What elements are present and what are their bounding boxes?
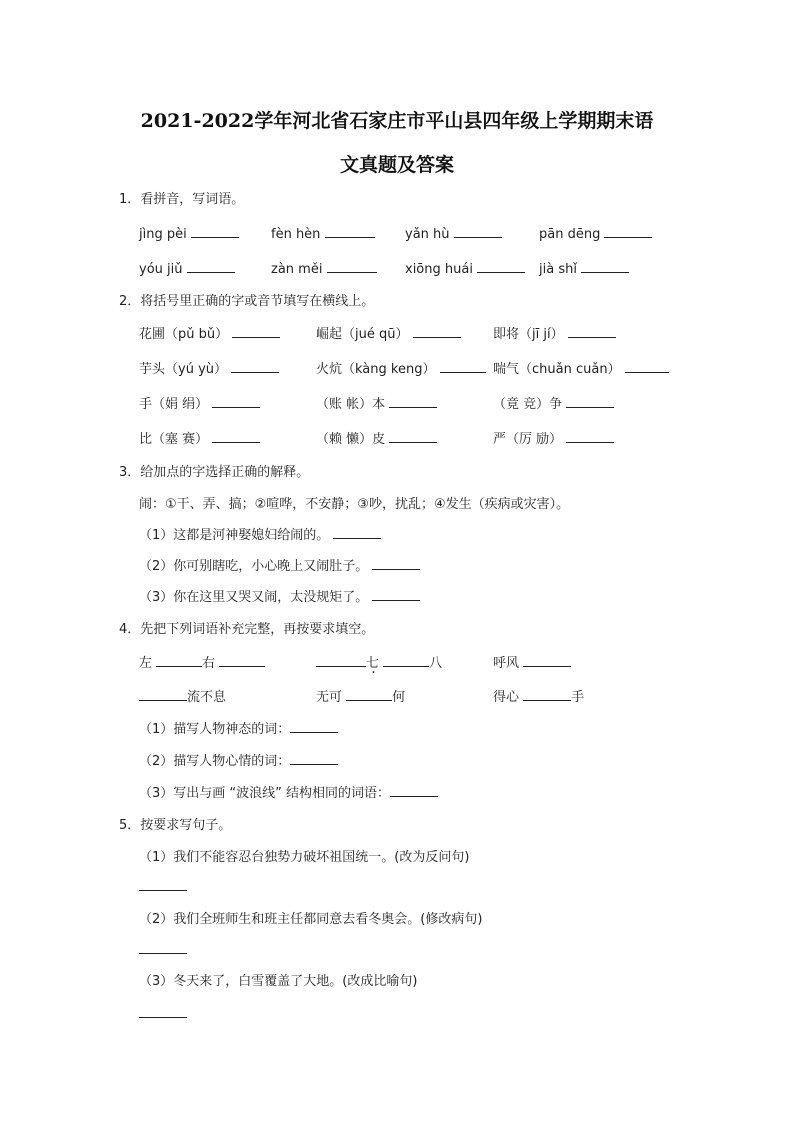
page-title-line-2: 文真题及答案: [339, 154, 454, 176]
idiom-item: [139, 686, 226, 705]
answer-blank[interactable]: [212, 393, 260, 408]
choice-item: [316, 393, 437, 412]
answer-blank[interactable]: [290, 750, 338, 765]
idiom-char: 得心: [493, 690, 520, 705]
sub-question-text: （2）描写人物心情的词：: [139, 754, 291, 769]
sub-question: [139, 586, 420, 605]
idiom-char: 左: [139, 656, 153, 671]
question-5-heading: 5．按要求写句子。: [119, 818, 232, 833]
idiom-item: [493, 686, 584, 705]
pinyin-text: xiōng huái: [405, 262, 473, 277]
answer-blank[interactable]: [316, 652, 366, 667]
page-title-line-1: 2021-2022学年河北省石家庄市平山县四年级上学期期末语: [140, 110, 654, 132]
choice-text: 芋头（yú yù）: [139, 362, 227, 377]
sub-question-text: （3）冬天来了，白雪覆盖了大地。(改成比喻句): [139, 974, 418, 989]
answer-blank[interactable]: [477, 258, 525, 273]
answer-blank[interactable]: [333, 524, 381, 539]
answer-blank[interactable]: [372, 555, 420, 570]
idiom-char: 呼风: [493, 656, 520, 671]
answer-blank[interactable]: [581, 258, 629, 273]
choice-text: 手（娟 绢）: [139, 397, 209, 412]
sub-question-text: （1）我们不能容忍台独势力破坏祖国统一。(改为反问句): [139, 850, 470, 865]
pinyin-item: [539, 223, 652, 242]
question-1-heading: 1．看拼音，写词语。: [119, 192, 245, 207]
choice-text: 火炕（kàng keng）: [316, 362, 436, 377]
answer-line[interactable]: [139, 1003, 187, 1022]
pinyin-text: jìng pèi: [139, 227, 187, 242]
sub-question-text: （2）我们全班师生和班主任都同意去看冬奥会。(修改病句): [139, 912, 483, 927]
answer-blank[interactable]: [604, 223, 652, 238]
idiom-char: 手: [571, 690, 585, 705]
answer-blank[interactable]: [219, 652, 265, 667]
answer-blank[interactable]: [568, 323, 616, 338]
answer-blank[interactable]: [325, 223, 375, 238]
sub-question-text: （3）你在这里又哭又闹，太没规矩了。: [139, 590, 369, 605]
idiom-char: 流不息: [187, 690, 227, 705]
answer-blank[interactable]: [187, 258, 235, 273]
choice-text: 花圃（pǔ bǔ）: [139, 327, 229, 342]
idiom-char: 何: [392, 690, 406, 705]
answer-blank[interactable]: [346, 686, 392, 701]
sub-question: [139, 524, 381, 543]
answer-blank[interactable]: [389, 393, 437, 408]
answer-blank[interactable]: [566, 393, 614, 408]
answer-blank[interactable]: [327, 258, 377, 273]
pinyin-item: [405, 258, 525, 277]
choice-item: [316, 358, 486, 377]
choice-item: [139, 323, 280, 342]
answer-line[interactable]: [139, 939, 187, 958]
answer-blank[interactable]: [413, 323, 461, 338]
pinyin-item: [539, 258, 629, 277]
answer-blank[interactable]: [139, 1003, 187, 1018]
idiom-item: [316, 652, 442, 671]
answer-blank[interactable]: [139, 686, 187, 701]
answer-blank[interactable]: [383, 652, 429, 667]
choice-item: [316, 323, 461, 342]
answer-blank[interactable]: [156, 652, 202, 667]
sub-question-text: （1）这都是河神娶媳妇给闹的。: [139, 528, 330, 543]
choice-item: [316, 428, 437, 447]
idiom-item: [493, 652, 571, 671]
answer-blank[interactable]: [139, 939, 187, 954]
answer-blank[interactable]: [139, 876, 187, 891]
answer-blank[interactable]: [389, 428, 437, 443]
sub-question: [139, 718, 338, 737]
idiom-char: 七: [366, 656, 380, 671]
answer-line[interactable]: [139, 876, 187, 895]
pinyin-text: fèn hèn: [271, 227, 321, 242]
pinyin-text: zàn měi: [271, 262, 323, 277]
answer-blank[interactable]: [523, 652, 571, 667]
question-3-heading: 3．给加点的字选择正确的解释。: [119, 465, 310, 480]
choice-text: （赖 懒）皮: [316, 432, 386, 447]
pinyin-item: [139, 223, 239, 242]
choice-text: 即将（jī jí）: [493, 327, 564, 342]
choice-text: 崛起（jué qū）: [316, 327, 409, 342]
pinyin-item: [405, 223, 502, 242]
answer-blank[interactable]: [454, 223, 502, 238]
choice-item: [493, 393, 614, 412]
choice-text: （账 帐）本: [316, 397, 386, 412]
idiom-item: [139, 652, 265, 671]
idiom-char: 八: [429, 656, 443, 671]
definitions-text: 闹：①干、弄、搞；②喧哗，不安静；③吵，扰乱；④发生（疾病或灾害）。: [139, 497, 570, 512]
answer-blank[interactable]: [212, 428, 260, 443]
choice-item: [493, 428, 614, 447]
answer-blank[interactable]: [372, 586, 420, 601]
choice-text: 比（塞 赛）: [139, 432, 209, 447]
answer-blank[interactable]: [231, 358, 279, 373]
answer-blank[interactable]: [290, 718, 338, 733]
pinyin-item: [139, 258, 235, 277]
sub-question: [139, 555, 420, 574]
sub-question: [139, 782, 438, 801]
answer-blank[interactable]: [440, 358, 486, 373]
choice-item: [493, 323, 616, 342]
sub-question-text: （3）写出与画 “波浪线” 结构相同的词语：: [139, 786, 391, 801]
answer-blank[interactable]: [625, 358, 669, 373]
sub-question-text: （2）你可别瞎吃，小心晚上又闹肚子。: [139, 559, 369, 574]
question-2-heading: 2．将括号里正确的字或音节填写在横线上。: [119, 294, 375, 309]
answer-blank[interactable]: [523, 686, 571, 701]
pinyin-text: yǎn hù: [405, 227, 450, 242]
sub-question: [139, 750, 338, 769]
answer-blank[interactable]: [232, 323, 280, 338]
pinyin-item: [271, 258, 377, 277]
choice-item: [139, 393, 260, 412]
sub-question-text: （1）描写人物神态的词：: [139, 722, 291, 737]
choice-item: [139, 428, 260, 447]
choice-text: 严（厉 励）: [493, 432, 563, 447]
pinyin-text: jià shǐ: [539, 262, 577, 277]
idiom-char: 右: [202, 656, 216, 671]
answer-blank[interactable]: [566, 428, 614, 443]
question-4-heading: 4．先把下列词语补充完整，再按要求填空。: [119, 622, 375, 637]
pinyin-text: pān dēng: [539, 227, 601, 242]
idiom-char: 无可: [316, 690, 343, 705]
answer-blank[interactable]: [191, 223, 239, 238]
pinyin-item: [271, 223, 375, 242]
idiom-item: [316, 686, 405, 705]
choice-item: [139, 358, 279, 377]
choice-item: [493, 358, 669, 377]
choice-text: （竟 竞）争: [493, 397, 563, 412]
answer-blank[interactable]: [390, 782, 438, 797]
choice-text: 喘气（chuǎn cuǎn）: [493, 362, 621, 377]
pinyin-text: yóu jiǔ: [139, 262, 183, 277]
